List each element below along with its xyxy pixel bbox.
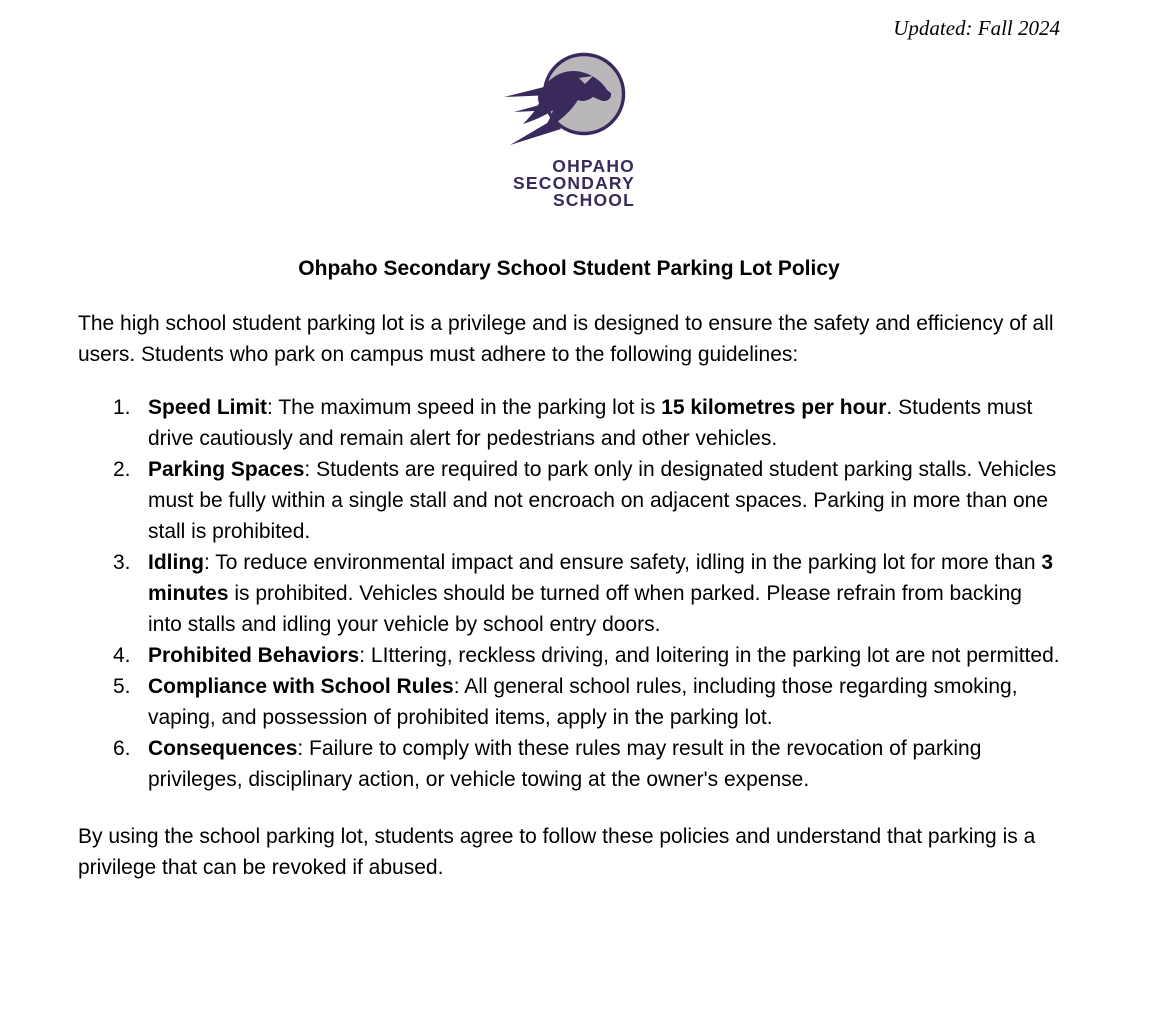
intro-paragraph: The high school student parking lot is a privilege and is designed to ensure the safety and efficiency of all users. Students who park on campus must adhere to the following guidelines: — [78, 312, 1054, 366]
school-name-line-1: OHPAHO — [552, 156, 635, 176]
list-item-bold-text: Prohibited Behaviors — [148, 644, 360, 667]
list-item-text: : To reduce environmental impact and ensure safety, idling in the parking lot for more than — [204, 551, 1042, 574]
school-name-line-2: SECONDARY — [513, 173, 635, 193]
list-item-bold-text: Consequences — [148, 737, 298, 760]
school-name — [503, 158, 635, 209]
policy-list-item — [78, 640, 1060, 671]
list-item-text: is prohibited. Vehicles should be turned off when parked. Please refrain from backing into stalls and idling your vehicle by school entry doors. — [148, 582, 1022, 636]
document-title: Ohpaho Secondary School Student Parking Lot Policy — [298, 257, 840, 280]
list-item-number: 2. — [113, 458, 131, 481]
list-item-number: 1. — [113, 396, 131, 419]
school-name-line-3: SCHOOL — [552, 190, 635, 210]
policy-list-item — [78, 671, 1060, 733]
list-item-text: : The maximum speed in the parking lot is — [267, 396, 662, 419]
list-item-bold-text: Parking Spaces — [148, 458, 305, 481]
policy-list-item — [78, 547, 1060, 640]
list-item-text: : Failure to comply with these rules may result in the revocation of parking privileges, disciplinary action, or vehicle towing at the owner's expense. — [148, 737, 982, 791]
list-item-number: 5. — [113, 675, 131, 698]
policy-list-item — [78, 733, 1060, 795]
list-item-bold-text: Speed Limit — [148, 396, 268, 419]
school-logo — [503, 48, 635, 209]
list-item-bold-text: 3 minutes — [148, 551, 1054, 605]
policy-list-item — [78, 392, 1060, 454]
list-item-text: . Students must drive cautiously and remain alert for pedestrians and other vehicles. — [148, 396, 1033, 450]
closing-paragraph: By using the school parking lot, students agree to follow these policies and understand that parking is a privilege that can be revoked if abused. — [78, 825, 1036, 879]
list-item-text: : LIttering, reckless driving, and loitering in the parking lot are not permitted. — [359, 644, 1060, 667]
list-item-number: 4. — [113, 644, 131, 667]
list-item-bold-text: 15 kilometres per hour — [661, 396, 887, 419]
list-item-text: : Students are required to park only in designated student parking stalls. Vehicles must be fully within a single stall and not encroach on adjacent spaces. Parking in more than one stall is prohibited. — [148, 458, 1057, 543]
updated-date-label: Updated: Fall 2024 — [893, 16, 1060, 40]
falcon-icon — [503, 48, 635, 150]
list-item-bold-text: Idling — [148, 551, 204, 574]
list-item-number: 3. — [113, 551, 131, 574]
policy-list — [78, 392, 1060, 795]
list-item-number: 6. — [113, 737, 131, 760]
list-item-bold-text: Compliance with School Rules — [148, 675, 454, 698]
policy-list-item — [78, 454, 1060, 547]
list-item-text: : All general school rules, including those regarding smoking, vaping, and possession of prohibited items, apply in the parking lot. — [148, 675, 1018, 729]
